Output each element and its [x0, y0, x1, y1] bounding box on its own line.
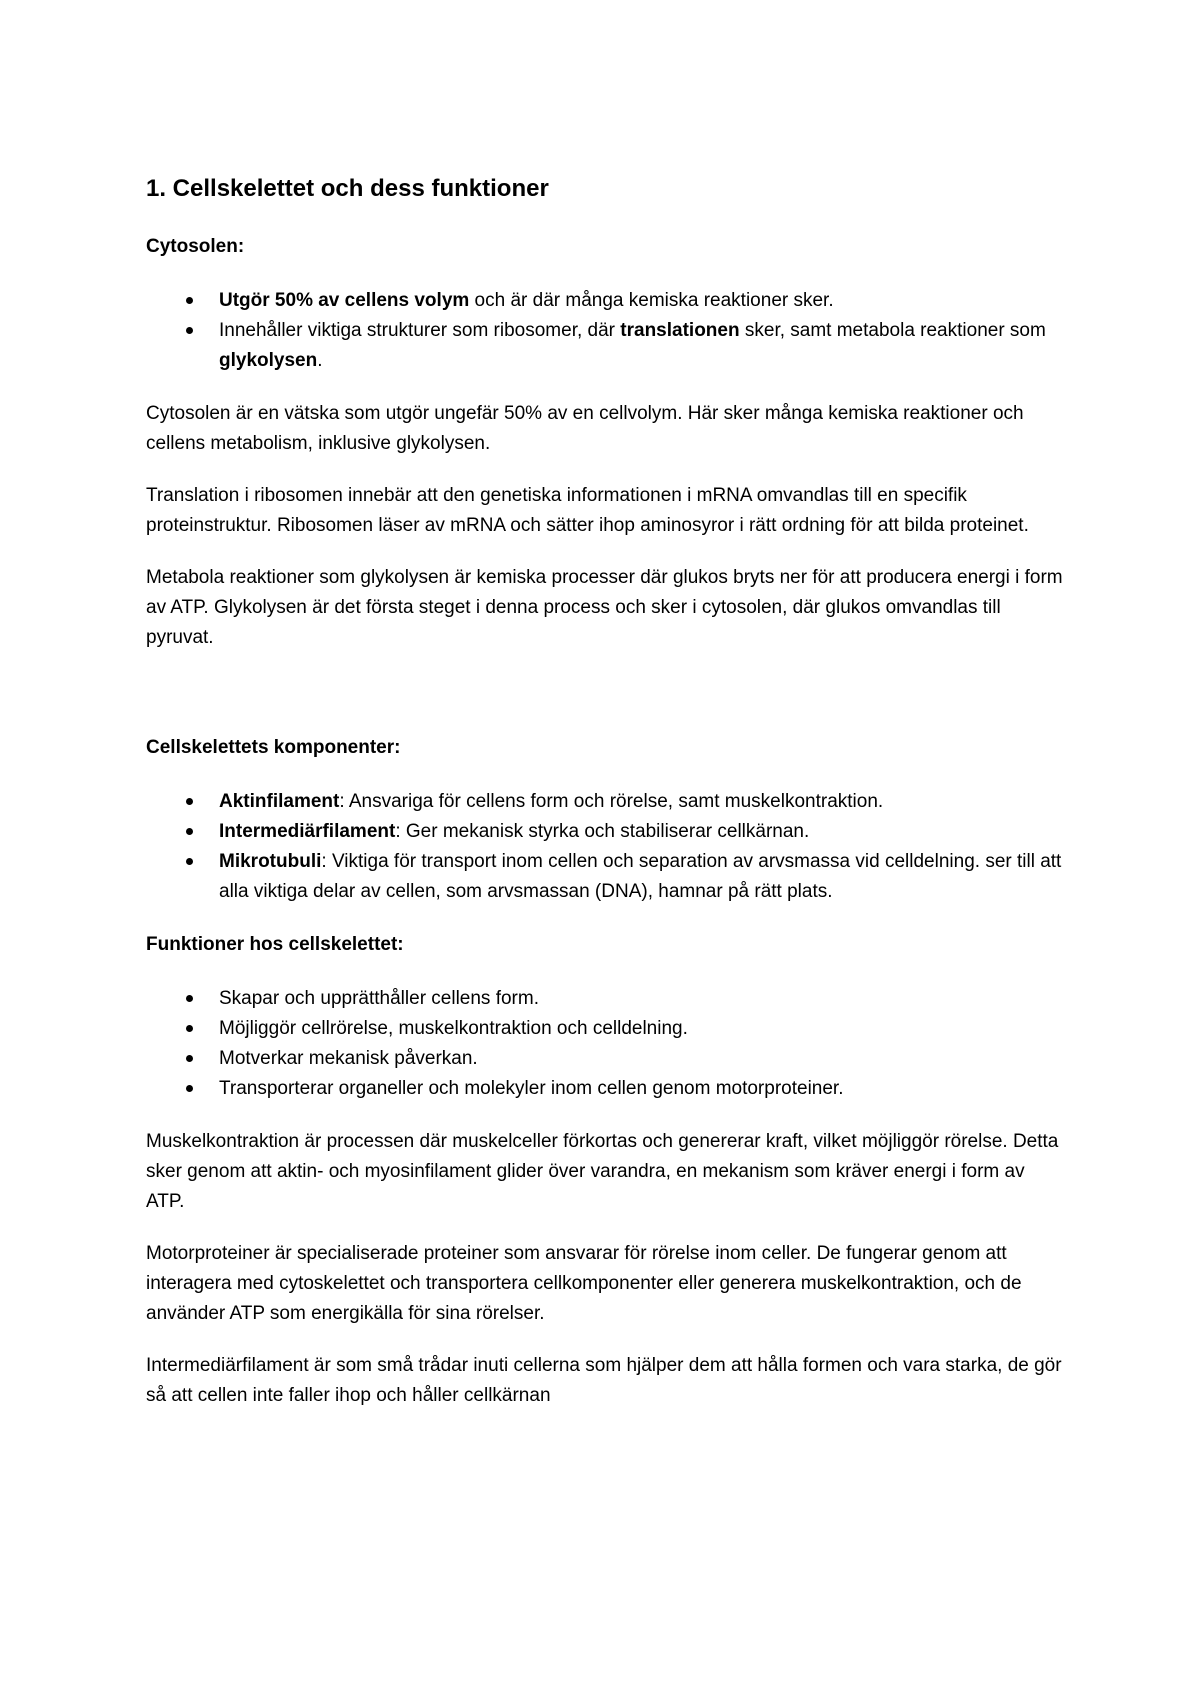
list-item: Intermediärfilament: Ger mekanisk styrka och stabiliserar cellkärnan.	[146, 817, 1066, 847]
list-item: Utgör 50% av cellens volym och är där många kemiska reaktioner sker.	[146, 286, 1066, 316]
list-item: Aktinfilament: Ansvariga för cellens form och rörelse, samt muskelkontraktion.	[146, 787, 1066, 817]
list-item: Mikrotubuli: Viktiga för transport inom cellen och separation av arvsmassa vid celldelning. ser till att alla viktiga delar av cellen, som arvsmassan (DNA), hamnar på rätt plats.	[146, 847, 1066, 907]
cytosolen-heading: Cytosolen:	[146, 236, 245, 257]
list-item: Motverkar mekanisk påverkan.	[146, 1044, 1066, 1074]
paragraph: Cytosolen är en vätska som utgör ungefär 50% av en cellvolym. Här sker många kemiska reaktioner och cellens metabolism, inklusive glykolysen.	[146, 403, 1024, 454]
komponenter-list	[146, 787, 1066, 907]
list-item: Skapar och upprätthåller cellens form.	[146, 984, 1066, 1014]
cytosolen-list	[146, 286, 1066, 376]
paragraph: Muskelkontraktion är processen där muskelceller förkortas och genererar kraft, vilket möjliggör rörelse. Detta sker genom att aktin- och myosinfilament glider över varandra, en mekanism som kräver energi i form av ATP.	[146, 1131, 1059, 1212]
komponenter-heading: Cellskelettets komponenter:	[146, 737, 401, 758]
paragraph: Intermediärfilament är som små trådar inuti cellerna som hjälper dem att hålla formen och vara starka, de gör så att cellen inte faller ihop och håller cellkärnan	[146, 1355, 1062, 1406]
bullet-icon	[186, 327, 193, 334]
funktioner-list	[146, 984, 1066, 1104]
bullet-icon	[186, 828, 193, 835]
list-item: Transporterar organeller och molekyler inom cellen genom motorproteiner.	[146, 1074, 1066, 1104]
bullet-icon	[186, 1055, 193, 1062]
bullet-icon	[186, 798, 193, 805]
bullet-icon	[186, 297, 193, 304]
list-item: Möjliggör cellrörelse, muskelkontraktion och celldelning.	[146, 1014, 1066, 1044]
bullet-icon	[186, 858, 193, 865]
list-item: Innehåller viktiga strukturer som ribosomer, där translationen sker, samt metabola reaktioner som glykolysen.	[146, 316, 1066, 376]
document-page	[146, 174, 1066, 1433]
funktioner-heading: Funktioner hos cellskelettet:	[146, 934, 404, 955]
spacer	[146, 675, 1066, 733]
paragraph: Motorproteiner är specialiserade proteiner som ansvarar för rörelse inom celler. De fungerar genom att interagera med cytoskelettet och transportera cellkomponenter eller generera muskelkontraktion, och de använder ATP som energikälla för sina rörelser.	[146, 1243, 1022, 1324]
bullet-icon	[186, 995, 193, 1002]
page-title: 1. Cellskelettet och dess funktioner	[146, 175, 549, 202]
paragraph: Translation i ribosomen innebär att den genetiska informationen i mRNA omvandlas till en specifik proteinstruktur. Ribosomen läser av mRNA och sätter ihop aminosyror i rätt ordning för att bilda proteinet.	[146, 485, 1029, 536]
bullet-icon	[186, 1025, 193, 1032]
paragraph: Metabola reaktioner som glykolysen är kemiska processer där glukos bryts ner för att producera energi i form av ATP. Glykolysen är det första steget i denna process och sker i cytosolen, där glukos omvandlas till pyruvat.	[146, 567, 1063, 648]
bullet-icon	[186, 1085, 193, 1092]
